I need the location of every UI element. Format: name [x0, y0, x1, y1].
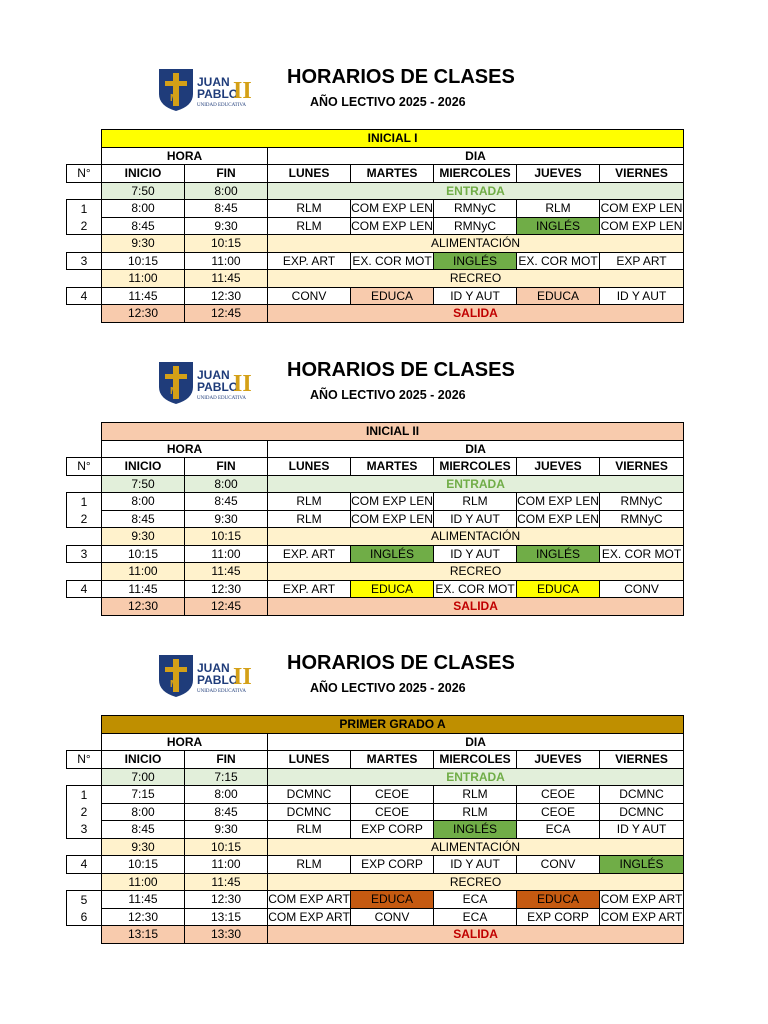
- period-number: 4: [67, 287, 102, 305]
- period-number: 2: [67, 803, 102, 821]
- subject-cell: COM EXP LEN: [351, 511, 433, 526]
- time-cell: 7:00: [102, 768, 185, 786]
- subject-cell: EDUCA: [351, 580, 434, 598]
- subject-cell: RMNyC: [600, 510, 684, 528]
- subject-cell: EX. COR MOT: [352, 253, 432, 268]
- page-title: HORARIOS DE CLASES: [287, 652, 515, 674]
- subject-cell: ID Y AUT: [434, 287, 517, 305]
- time-cell: 8:00: [102, 803, 185, 821]
- period-number: 2: [67, 510, 102, 528]
- period-number: 3: [67, 545, 102, 563]
- time-cell: 10:15: [102, 545, 185, 563]
- time-cell: 9:30: [185, 510, 268, 528]
- subject-cell: DCMNC: [600, 786, 684, 804]
- subject-cell: INGLÉS: [600, 856, 684, 874]
- dia-header: DIA: [268, 733, 684, 751]
- alimentacion-label: ALIMENTACIÓN: [268, 838, 684, 856]
- subject-cell: EXP CORP: [351, 821, 434, 839]
- subject-cell: COM EXP LEN: [600, 201, 683, 216]
- subject-cell: ID Y AUT: [434, 545, 517, 563]
- time-cell: 11:00: [102, 563, 185, 581]
- subject-cell: COM EXP ART: [268, 892, 350, 907]
- time-cell: 8:45: [102, 510, 185, 528]
- time-cell: 11:45: [102, 891, 185, 909]
- subject-cell: RLM: [434, 803, 517, 821]
- time-cell: 12:30: [102, 598, 185, 616]
- subject-cell: RLM: [434, 786, 517, 804]
- inicio-header: INICIO: [102, 458, 185, 476]
- logo-sub: UNIDAD EDUCATIVA: [197, 103, 246, 108]
- subject-cell: CEOE: [517, 803, 600, 821]
- subject-cell: RLM: [268, 217, 351, 235]
- subject-cell: ID Y AUT: [600, 287, 684, 305]
- subject-cell: INGLÉS: [434, 252, 517, 270]
- grade-header: INICIAL I: [102, 130, 684, 148]
- logo-line1: JUAN: [197, 661, 230, 675]
- time-cell: 8:00: [185, 786, 268, 804]
- hora-header: HORA: [102, 147, 268, 165]
- recreo-label: RECREO: [268, 873, 684, 891]
- time-cell: 11:00: [185, 545, 268, 563]
- time-cell: 12:30: [185, 580, 268, 598]
- subject-cell: COM EXP LEN: [351, 201, 433, 216]
- subject-cell: INGLÉS: [351, 545, 434, 563]
- period-row: [67, 856, 684, 874]
- fin-header: FIN: [185, 458, 268, 476]
- subject-cell: ECA: [434, 908, 517, 926]
- lunes-header: LUNES: [268, 458, 351, 476]
- page-title: HORARIOS DE CLASES: [287, 66, 515, 88]
- period-row: [67, 821, 684, 839]
- logo-line1: JUAN: [197, 368, 230, 382]
- period-number: 6: [67, 908, 102, 926]
- num-header: N°: [67, 751, 102, 769]
- time-cell: 12:30: [185, 891, 268, 909]
- period-number: 4: [67, 580, 102, 598]
- subject-cell: RMNyC: [434, 200, 517, 218]
- time-cell: 12:30: [185, 287, 268, 305]
- entrada-label: ENTRADA: [268, 182, 684, 200]
- period-row: [67, 908, 684, 926]
- logo-sub: UNIDAD EDUCATIVA: [197, 396, 246, 401]
- period-number: 1: [67, 786, 102, 804]
- period-number: 4: [67, 856, 102, 874]
- svg-text:M: M: [170, 93, 179, 104]
- jueves-header: JUEVES: [517, 751, 600, 769]
- time-cell: 13:15: [102, 926, 185, 944]
- subject-cell: INGLÉS: [517, 545, 600, 563]
- time-cell: 11:45: [185, 270, 268, 288]
- subject-cell: EXP CORP: [517, 908, 600, 926]
- subject-cell: ID Y AUT: [434, 510, 517, 528]
- time-cell: 13:15: [185, 908, 268, 926]
- salida-label: SALIDA: [268, 598, 684, 616]
- time-cell: 11:00: [102, 873, 185, 891]
- subject-cell: CONV: [268, 287, 351, 305]
- logo-line1: JUAN: [197, 75, 230, 89]
- time-cell: 7:15: [185, 768, 268, 786]
- subject-cell: EDUCA: [517, 287, 600, 305]
- recreo-label: RECREO: [268, 270, 684, 288]
- time-cell: 9:30: [102, 528, 185, 546]
- salida-label: SALIDA: [268, 305, 684, 323]
- subject-cell: RLM: [434, 493, 517, 511]
- time-cell: 9:30: [185, 821, 268, 839]
- subject-cell: EXP CORP: [351, 856, 434, 874]
- inicio-header: INICIO: [102, 165, 185, 183]
- martes-header: MARTES: [351, 458, 434, 476]
- subject-cell: EXP ART: [600, 252, 684, 270]
- time-cell: 10:15: [185, 235, 268, 253]
- time-cell: 8:45: [102, 217, 185, 235]
- hora-header: HORA: [102, 733, 268, 751]
- time-cell: 8:00: [102, 493, 185, 511]
- subject-cell: DCMNC: [268, 786, 351, 804]
- entrada-label: ENTRADA: [268, 768, 684, 786]
- entrada-label: ENTRADA: [268, 475, 684, 493]
- time-cell: 8:45: [185, 803, 268, 821]
- subject-cell: RLM: [268, 510, 351, 528]
- page-subtitle: AÑO LECTIVO 2025 - 2026: [310, 95, 466, 109]
- num-header: N°: [67, 458, 102, 476]
- time-cell: 13:30: [185, 926, 268, 944]
- period-number: 3: [67, 821, 102, 839]
- alimentacion-row: [67, 838, 684, 856]
- subject-cell: DCMNC: [600, 803, 684, 821]
- subject-cell: EDUCA: [517, 580, 600, 598]
- time-cell: 11:00: [185, 252, 268, 270]
- subject-cell: ECA: [517, 821, 600, 839]
- time-cell: 11:00: [102, 270, 185, 288]
- logo-numeral: II: [233, 371, 252, 397]
- martes-header: MARTES: [351, 751, 434, 769]
- time-cell: 7:50: [102, 182, 185, 200]
- schedule-table: [66, 715, 684, 944]
- subject-cell: INGLÉS: [434, 821, 517, 839]
- time-cell: 12:45: [185, 598, 268, 616]
- viernes-header: VIERNES: [600, 458, 684, 476]
- salida-label: SALIDA: [268, 926, 684, 944]
- period-row: [67, 803, 684, 821]
- subject-cell: RLM: [268, 200, 351, 218]
- subject-cell: COM EXP ART: [600, 892, 683, 907]
- subject-cell: RLM: [268, 856, 351, 874]
- subject-cell: INGLÉS: [517, 217, 600, 235]
- period-number: 2: [67, 217, 102, 235]
- subject-cell: DCMNC: [268, 803, 351, 821]
- time-cell: 8:45: [185, 200, 268, 218]
- grade-header: INICIAL II: [102, 423, 684, 441]
- time-cell: 11:45: [102, 580, 185, 598]
- viernes-header: VIERNES: [600, 165, 684, 183]
- subject-cell: EX. COR MOT: [518, 253, 598, 268]
- time-cell: 10:15: [102, 856, 185, 874]
- recreo-row: [67, 873, 684, 891]
- school-logo: [157, 654, 253, 698]
- time-cell: 9:30: [102, 235, 185, 253]
- miercoles-header: MIERCOLES: [434, 458, 517, 476]
- period-number: 1: [67, 493, 102, 511]
- period-row: [67, 786, 684, 804]
- logo-line2: PABLO: [197, 380, 239, 394]
- subject-cell: EX. COR MOT: [435, 581, 515, 596]
- period-number: 1: [67, 200, 102, 218]
- time-cell: 7:50: [102, 475, 185, 493]
- dia-header: DIA: [268, 440, 684, 458]
- subject-cell: COM EXP ART: [600, 909, 683, 924]
- time-cell: 8:00: [185, 475, 268, 493]
- time-cell: 9:30: [185, 217, 268, 235]
- subject-cell: RLM: [268, 493, 351, 511]
- subject-cell: CEOE: [517, 786, 600, 804]
- fin-header: FIN: [185, 165, 268, 183]
- inicio-header: INICIO: [102, 751, 185, 769]
- logo-line2: PABLO: [197, 673, 239, 687]
- subject-cell: COM EXP LEN: [517, 494, 599, 509]
- logo-numeral: II: [233, 78, 252, 104]
- subject-cell: RLM: [268, 821, 351, 839]
- time-cell: 8:00: [185, 182, 268, 200]
- recreo-label: RECREO: [268, 563, 684, 581]
- num-header: N°: [67, 165, 102, 183]
- time-cell: 7:15: [102, 786, 185, 804]
- fin-header: FIN: [185, 751, 268, 769]
- period-number: 3: [67, 252, 102, 270]
- dia-header: DIA: [268, 147, 684, 165]
- subject-cell: CONV: [517, 856, 600, 874]
- svg-text:M: M: [170, 386, 179, 397]
- subject-cell: RMNyC: [434, 217, 517, 235]
- grade-header: PRIMER GRADO A: [102, 716, 684, 734]
- jueves-header: JUEVES: [517, 458, 600, 476]
- svg-text:M: M: [170, 679, 179, 690]
- martes-header: MARTES: [351, 165, 434, 183]
- lunes-header: LUNES: [268, 751, 351, 769]
- time-cell: 9:30: [102, 838, 185, 856]
- jueves-header: JUEVES: [517, 165, 600, 183]
- subject-cell: EDUCA: [351, 287, 434, 305]
- subject-cell: COM EXP LEN: [351, 218, 433, 233]
- page-title: HORARIOS DE CLASES: [287, 359, 515, 381]
- time-cell: 11:45: [185, 873, 268, 891]
- subject-cell: CEOE: [351, 803, 434, 821]
- time-cell: 12:45: [185, 305, 268, 323]
- subject-cell: CONV: [600, 580, 684, 598]
- time-cell: 10:15: [102, 252, 185, 270]
- subject-cell: COM EXP ART: [268, 909, 350, 924]
- period-row: [67, 891, 684, 909]
- alimentacion-label: ALIMENTACIÓN: [268, 235, 684, 253]
- subject-cell: EXP. ART: [268, 545, 351, 563]
- miercoles-header: MIERCOLES: [434, 165, 517, 183]
- time-cell: 11:45: [185, 563, 268, 581]
- subject-cell: ID Y AUT: [600, 821, 684, 839]
- logo-line2: PABLO: [197, 87, 239, 101]
- subject-cell: RMNyC: [600, 493, 684, 511]
- period-number: 5: [67, 891, 102, 909]
- logo-numeral: II: [233, 664, 252, 690]
- subject-cell: EDUCA: [351, 891, 434, 909]
- entrada-row: [67, 768, 684, 786]
- miercoles-header: MIERCOLES: [434, 751, 517, 769]
- time-cell: 8:45: [185, 493, 268, 511]
- logo-sub: UNIDAD EDUCATIVA: [197, 689, 246, 694]
- time-cell: 8:00: [102, 200, 185, 218]
- subject-cell: CEOE: [351, 786, 434, 804]
- subject-cell: EX. COR MOT: [600, 545, 684, 563]
- subject-cell: ECA: [434, 891, 517, 909]
- alimentacion-label: ALIMENTACIÓN: [268, 528, 684, 546]
- subject-cell: COM EXP LEN: [600, 218, 683, 233]
- subject-cell: COM EXP LEN: [351, 494, 433, 509]
- subject-cell: EDUCA: [517, 891, 600, 909]
- time-cell: 12:30: [102, 908, 185, 926]
- subject-cell: RLM: [517, 200, 600, 218]
- time-cell: 12:30: [102, 305, 185, 323]
- lunes-header: LUNES: [268, 165, 351, 183]
- page-subtitle: AÑO LECTIVO 2025 - 2026: [310, 388, 466, 402]
- time-cell: 8:45: [102, 821, 185, 839]
- time-cell: 10:15: [185, 838, 268, 856]
- subject-cell: ID Y AUT: [434, 856, 517, 874]
- subject-cell: EXP. ART: [268, 252, 351, 270]
- salida-row: [67, 926, 684, 944]
- time-cell: 11:00: [185, 856, 268, 874]
- time-cell: 10:15: [185, 528, 268, 546]
- subject-cell: CONV: [351, 908, 434, 926]
- subject-cell: COM EXP LEN: [517, 511, 599, 526]
- hora-header: HORA: [102, 440, 268, 458]
- page-subtitle: AÑO LECTIVO 2025 - 2026: [310, 681, 466, 695]
- viernes-header: VIERNES: [600, 751, 684, 769]
- time-cell: 11:45: [102, 287, 185, 305]
- subject-cell: EXP. ART: [268, 580, 351, 598]
